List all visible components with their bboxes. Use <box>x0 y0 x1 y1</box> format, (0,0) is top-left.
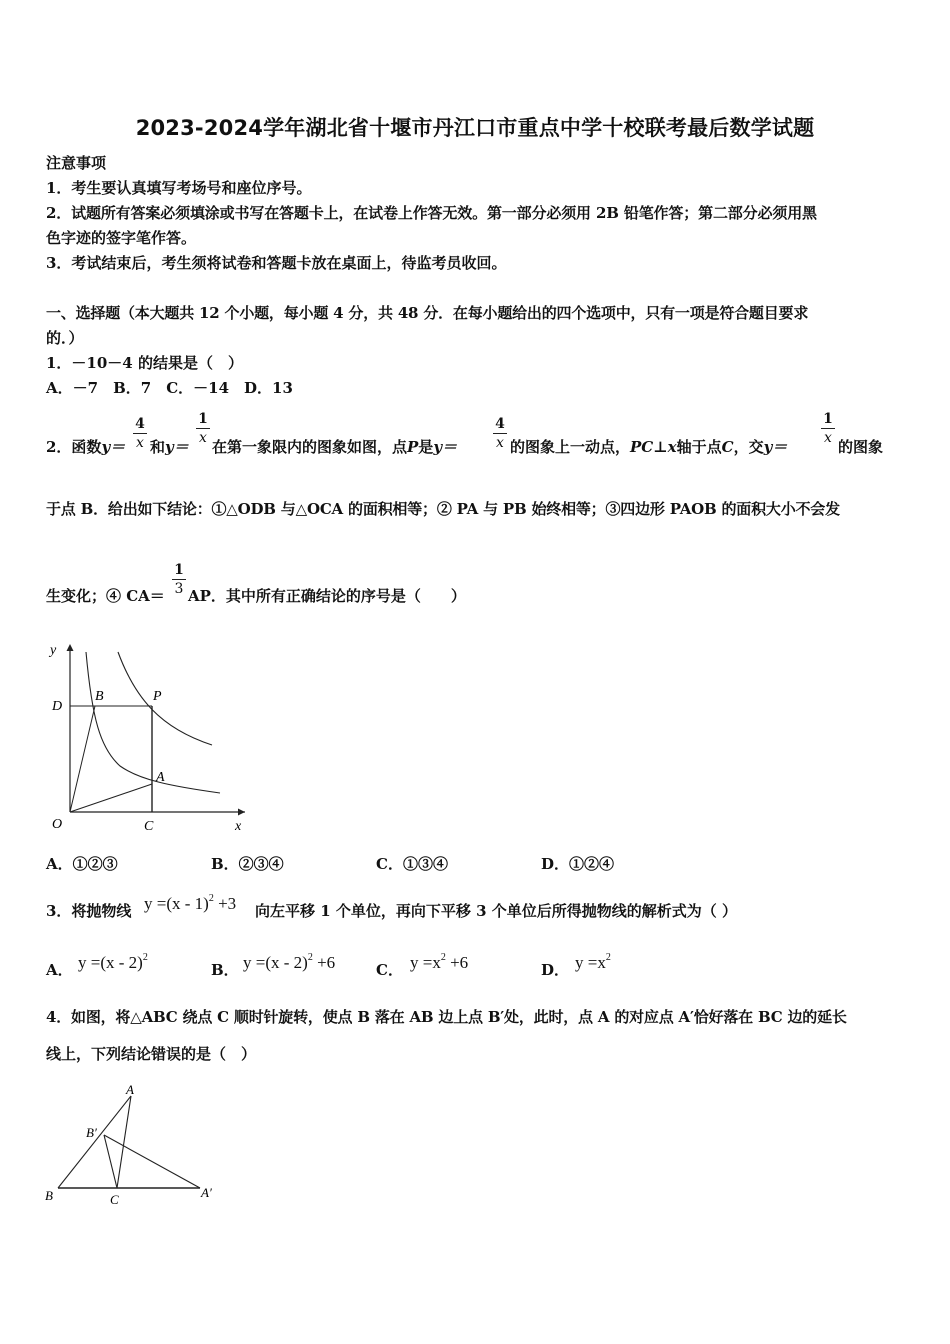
label-A: A <box>156 770 165 785</box>
section-heading-cont: 的．） <box>46 329 84 347</box>
notice-item-2-cont: 色字迹的签字笔作答。 <box>46 229 197 247</box>
segment-B1C <box>104 1135 117 1188</box>
segment-OA <box>70 784 152 812</box>
question-2-text-b: 的图象上一动点，PC⊥x轴于点C，交y＝ <box>510 438 788 456</box>
label-B: B <box>45 1188 53 1203</box>
fraction-4-over-x: 4 x <box>133 416 147 451</box>
x-axis-arrow <box>238 809 245 816</box>
question-2-line-3b: AP．其中所有正确结论的序号是（ ） <box>188 587 466 605</box>
label-D: D <box>52 699 63 714</box>
fraction-4-over-x-2: 4 x <box>493 416 507 451</box>
question-2-line-2: 于点 B．给出如下结论：①△ODB 与△OCA 的面积相等；② PA 与 PB 始终相等；③四边形 PAOB 的面积大小不会发 <box>46 500 840 518</box>
segment-BA <box>58 1096 131 1188</box>
notice-heading: 注意事项 <box>46 154 107 172</box>
question-2-text-a: 在第一象限内的图象如图，点P是y＝ <box>212 438 458 456</box>
question-3-option-a-label: A． <box>46 961 73 979</box>
label-y: y <box>50 643 57 658</box>
question-2-text-c: 的图象 <box>838 438 884 456</box>
fraction-1-over-x-2: 1 x <box>821 411 835 446</box>
label-A: A <box>126 1082 134 1097</box>
section-heading: 一、选择题（本大题共 12 个小题，每小题 4 分，共 48 分．在每小题给出的四个选项中，只有一项是符合题目要求 <box>46 304 809 322</box>
fraction-1-over-3: 1 3 <box>172 562 186 597</box>
question-2-option-a: A．①②③ <box>46 855 118 873</box>
question-1-options: A．－7 B．7 C．－14 D．13 <box>46 379 293 397</box>
segment-AC <box>117 1096 131 1188</box>
question-4-line-1: 4．如图，将△ABC 绕点 C 顺时针旋转，使点 B 落在 AB 边上点 B′处，此时，点 A 的对应点 A′恰好落在 BC 边的延长 <box>46 1008 847 1026</box>
curve-1-over-x <box>86 652 220 793</box>
label-A-prime: A′ <box>201 1185 212 1200</box>
notice-item-3: 3．考试结束后，考生须将试卷和答题卡放在桌面上，待监考员收回。 <box>46 254 507 272</box>
question-3-option-c-formula: $y =x^2 +6$ <box>410 952 469 972</box>
curve-4-over-x <box>118 652 212 745</box>
fraction-1-over-x: 1 x <box>196 411 210 446</box>
question-2-and: 和y＝ <box>150 438 189 456</box>
question-3-option-c-label: C． <box>376 961 403 979</box>
segment-OB <box>70 706 95 812</box>
y-axis-arrow <box>67 644 74 651</box>
question-2-figure <box>40 638 255 838</box>
label-B-prime: B′ <box>86 1125 97 1140</box>
notice-item-2: 2．试题所有答案必须填涂或书写在答题卡上，在试卷上作答无效。第一部分必须用 2B 铅笔作答；第二部分必须用黑 <box>46 204 817 222</box>
question-1-stem: 1．－10－4 的结果是（ ） <box>46 354 243 372</box>
label-x: x <box>235 819 242 834</box>
label-B: B <box>95 689 104 704</box>
question-2-line-3a: 生变化；④ CA＝ <box>46 587 165 605</box>
label-C: C <box>110 1192 119 1207</box>
question-2-option-c: C．①③④ <box>376 855 448 873</box>
question-4-line-2: 线上，下列结论错误的是（ ） <box>46 1045 257 1063</box>
label-C: C <box>144 819 154 834</box>
question-3-option-b-label: B． <box>211 961 239 979</box>
question-3-option-d-label: D． <box>541 961 570 979</box>
question-2-option-d: D．①②④ <box>541 855 615 873</box>
label-P: P <box>153 689 162 704</box>
question-3-lead: 3．将抛物线 <box>46 902 132 920</box>
question-3-option-b-formula: y =(x - 2)$^2$ +6 <box>243 952 336 972</box>
question-2-option-b: B．②③④ <box>211 855 284 873</box>
label-O: O <box>52 817 63 832</box>
page-title: 2023-2024学年湖北省十堰市丹江口市重点中学十校联考最后数学试题 <box>135 116 815 140</box>
question-3-stem: 向左平移 1 个单位，再向下平移 3 个单位后所得抛物线的解析式为（ ） <box>255 902 737 920</box>
notice-item-1: 1．考生要认真填写考场号和座位序号。 <box>46 179 312 197</box>
question-3-formula: y =(x - 1)$^2$ +3 <box>144 893 237 913</box>
question-3-option-d-formula: $y =x^2$ <box>575 952 611 972</box>
question-3-option-a-formula: y =(x - 2)$^2$ <box>78 952 148 972</box>
question-2-line-1: 2．函数y＝ <box>46 438 126 456</box>
question-4-figure <box>40 1082 230 1210</box>
